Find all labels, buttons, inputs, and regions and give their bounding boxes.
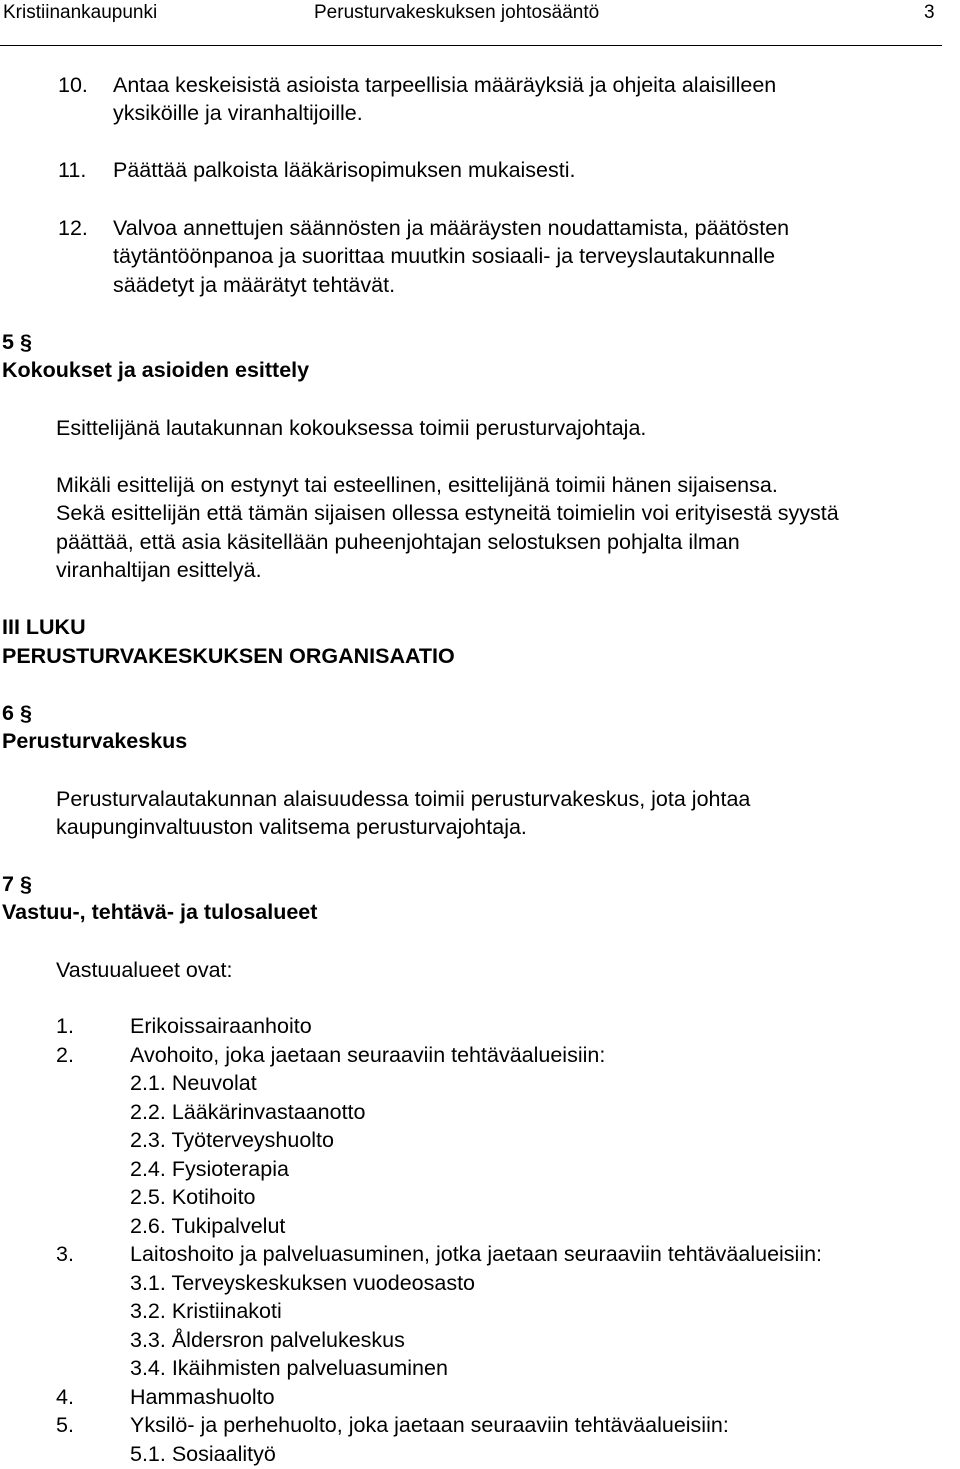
paragraph-line: Esittelijänä lautakunnan kokouksessa toimii perusturvajohtaja. [56, 416, 647, 440]
item-line: Valvoa annettujen säännösten ja määräysten noudattamista, päätösten [113, 216, 790, 240]
item-line: täytäntöönpanoa ja suorittaa muutkin sosiaali- ja terveyslautakunnalle [113, 244, 776, 268]
list-intro: Vastuualueet ovat: [56, 958, 233, 982]
sub-list-item: 3.1. Terveyskeskuksen vuodeosasto [130, 1271, 475, 1295]
sub-list-item: 3.4. Ikäihmisten palveluasuminen [130, 1356, 448, 1380]
paragraph-line: Perusturvalautakunnan alaisuudessa toimii perusturvakeskus, jota johtaa [56, 787, 751, 811]
list-number: 2. [56, 1043, 74, 1067]
section-sign: § [19, 701, 32, 725]
list-item: Laitoshoito ja palveluasuminen, jotka jaetaan seuraaviin tehtäväalueisiin: [130, 1242, 823, 1266]
section-7-heading [2, 870, 32, 899]
item-line: säädetyt ja määrätyt tehtävät. [113, 273, 396, 297]
chapter-label: III LUKU [2, 615, 86, 639]
sub-list-item: 2.4. Fysioterapia [130, 1157, 289, 1181]
section-7-title: Vastuu-, tehtävä- ja tulosalueet [2, 900, 318, 924]
list-item: Hammashuolto [130, 1385, 275, 1409]
item-line: Päättää palkoista lääkärisopimuksen mukaisesti. [113, 158, 576, 182]
list-item: Erikoissairaanhoito [130, 1014, 312, 1038]
sub-list-item: 5.1. Sosiaalityö [130, 1442, 276, 1466]
section-6-heading [2, 699, 32, 728]
list-item: Avohoito, joka jaetaan seuraaviin tehtäväalueisiin: [130, 1043, 606, 1067]
item-line: yksiköille ja viranhaltijoille. [113, 101, 363, 125]
list-item: Yksilö- ja perhehuolto, joka jaetaan seuraaviin tehtäväalueisiin: [130, 1413, 729, 1437]
paragraph-line: kaupunginvaltuuston valitsema perusturvajohtaja. [56, 815, 527, 839]
paragraph-line: Sekä esittelijän että tämän sijaisen ollessa estyneitä toimielin voi erityisestä syystä [56, 501, 839, 525]
section-sign: § [19, 872, 32, 896]
header-rule [0, 45, 942, 46]
sub-list-item: 3.2. Kristiinakoti [130, 1299, 282, 1323]
section-sign: § [19, 330, 32, 354]
header-page-number: 3 [924, 2, 935, 23]
sub-list-item: 3.3. Åldersron palvelukeskus [130, 1328, 405, 1352]
item-number: 10. [58, 73, 88, 97]
section-5-title: Kokoukset ja asioiden esittely [2, 358, 310, 382]
header-doc-title: Perusturvakeskuksen johtosääntö [314, 2, 600, 23]
sub-list-item: 2.2. Lääkärinvastaanotto [130, 1100, 366, 1124]
item-line: Antaa keskeisistä asioista tarpeellisia määräyksiä ja ohjeita alaisilleen [113, 73, 777, 97]
sub-list-item: 2.6. Tukipalvelut [130, 1214, 286, 1238]
list-number: 3. [56, 1242, 74, 1266]
paragraph-line: viranhaltijan esittelyä. [56, 558, 262, 582]
paragraph-line: Mikäli esittelijä on estynyt tai esteellinen, esittelijänä toimii hänen sijaisensa. [56, 473, 778, 497]
list-number: 4. [56, 1385, 74, 1409]
list-number: 1. [56, 1014, 74, 1038]
section-5-heading [2, 328, 32, 357]
chapter-title: PERUSTURVAKESKUKSEN ORGANISAATIO [2, 644, 455, 668]
section-number: 5 [2, 330, 14, 354]
section-6-title: Perusturvakeskus [2, 729, 188, 753]
list-number: 5. [56, 1413, 74, 1437]
paragraph-line: päättää, että asia käsitellään puheenjohtajan selostuksen pohjalta ilman [56, 530, 740, 554]
sub-list-item: 2.3. Työterveyshuolto [130, 1128, 334, 1152]
sub-list-item: 2.1. Neuvolat [130, 1071, 257, 1095]
header-city: Kristiinankaupunki [3, 2, 158, 23]
section-number: 7 [2, 872, 14, 896]
item-number: 11. [58, 158, 87, 182]
sub-list-item: 2.5. Kotihoito [130, 1185, 256, 1209]
item-number: 12. [58, 216, 88, 240]
section-number: 6 [2, 701, 14, 725]
